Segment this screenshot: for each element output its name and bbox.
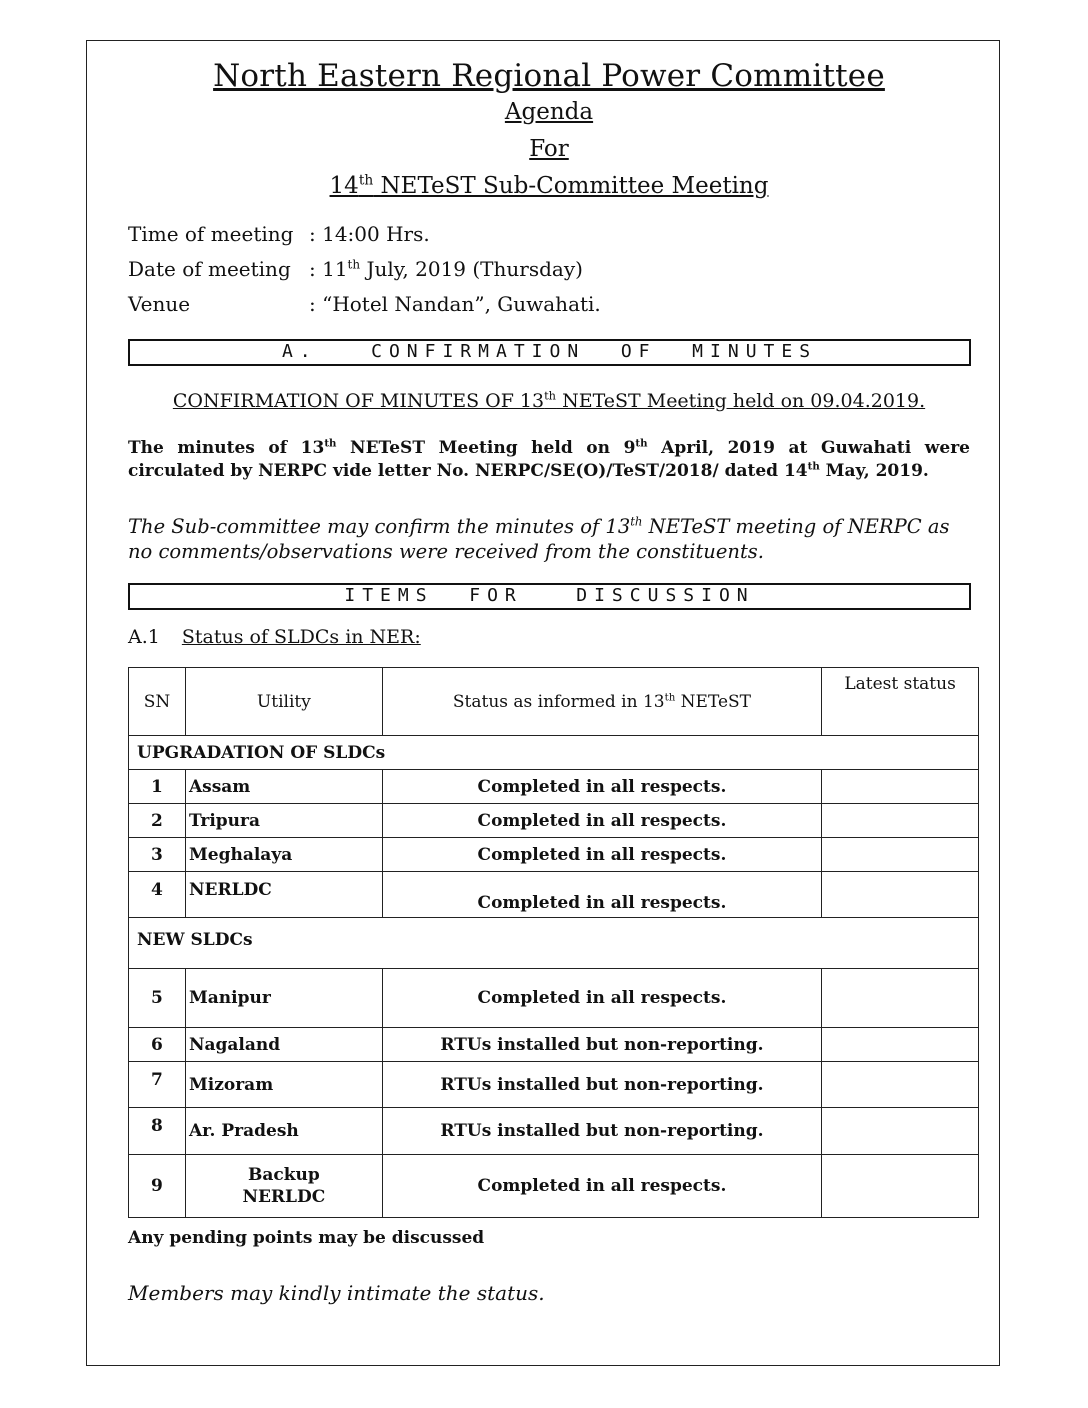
row-sn: 8 xyxy=(129,1108,186,1155)
venue-label: Venue xyxy=(128,292,191,316)
row-utility: Mizoram xyxy=(185,1062,382,1108)
table-row xyxy=(129,1108,979,1155)
row-status: RTUs installed but non-reporting. xyxy=(382,1062,821,1108)
row-latest xyxy=(822,770,979,804)
row-utility: Assam xyxy=(185,770,382,804)
header-status: Status as informed in 13th NETeST xyxy=(382,668,821,736)
row-sn: 4 xyxy=(129,872,186,918)
venue-value: : “Hotel Nandan”, Guwahati. xyxy=(309,292,601,316)
confirm-note: The Sub-committee may confirm the minutes of 13th NETeST meeting of NERPC as no comments/observations were received from the constituents. xyxy=(128,514,950,563)
row-latest xyxy=(822,838,979,872)
row-status: Completed in all respects. xyxy=(382,770,821,804)
row-latest xyxy=(822,1028,979,1062)
org-title: North Eastern Regional Power Committee xyxy=(213,58,885,94)
table-row xyxy=(129,1062,979,1108)
header-utility: Utility xyxy=(185,668,382,736)
section-row xyxy=(129,918,979,969)
header-sn: SN xyxy=(129,668,186,736)
date-value: : 11th July, 2019 (Thursday) xyxy=(309,257,583,281)
table-row xyxy=(129,838,979,872)
row-latest xyxy=(822,1062,979,1108)
row-status: RTUs installed but non-reporting. xyxy=(382,1108,821,1155)
row-sn: 9 xyxy=(129,1155,186,1218)
for-heading: For xyxy=(529,136,569,162)
row-sn: 2 xyxy=(129,804,186,838)
row-sn: 6 xyxy=(129,1028,186,1062)
row-sn: 1 xyxy=(129,770,186,804)
row-utility: Meghalaya xyxy=(185,838,382,872)
items-banner: ITEMS FOR DISCUSSION xyxy=(128,583,971,610)
row-latest xyxy=(822,872,979,918)
header-latest: Latest status xyxy=(822,668,979,736)
row-utility: Backup NERLDC xyxy=(185,1155,382,1218)
row-utility: Ar. Pradesh xyxy=(185,1108,382,1155)
row-status: Completed in all respects. xyxy=(382,969,821,1028)
row-status: Completed in all respects. xyxy=(382,838,821,872)
row-utility: Tripura xyxy=(185,804,382,838)
row-utility: Nagaland xyxy=(185,1028,382,1062)
table-row xyxy=(129,969,979,1028)
row-latest xyxy=(822,1108,979,1155)
row-sn: 3 xyxy=(129,838,186,872)
row-sn: 5 xyxy=(129,969,186,1028)
section-new: NEW SLDCs xyxy=(129,918,979,969)
confirmation-heading: CONFIRMATION OF MINUTES OF 13th NETeST Meeting held on 09.04.2019. xyxy=(172,388,926,412)
time-label: Time of meeting xyxy=(128,222,294,246)
members-note: Members may kindly intimate the status. xyxy=(128,1281,545,1305)
minutes-paragraph: The minutes of 13th NETeST Meeting held on 9th April, 2019 at Guwahati were circulated by NERPC vide letter No. NERPC/SE(O)/TeST/2018/ dated 14th May, 2019. xyxy=(128,437,971,481)
row-status: Completed in all respects. xyxy=(382,872,821,918)
row-latest xyxy=(822,1155,979,1218)
agenda-heading: Agenda xyxy=(504,99,594,125)
confirmation-banner: A. CONFIRMATION OF MINUTES xyxy=(128,339,971,366)
table-row xyxy=(129,770,979,804)
row-utility: NERLDC xyxy=(185,872,382,918)
row-utility: Manipur xyxy=(185,969,382,1028)
date-label: Date of meeting xyxy=(128,257,291,281)
row-status: Completed in all respects. xyxy=(382,804,821,838)
sldc-status-table xyxy=(128,667,979,1218)
section-row xyxy=(129,736,979,770)
time-value: : 14:00 Hrs. xyxy=(309,222,430,246)
pending-note: Any pending points may be discussed xyxy=(128,1228,485,1248)
section-upgradation: UPGRADATION OF SLDCs xyxy=(129,736,979,770)
row-latest xyxy=(822,804,979,838)
table-row xyxy=(129,872,979,918)
row-status: RTUs installed but non-reporting. xyxy=(382,1028,821,1062)
a1-heading: A.1 Status of SLDCs in NER: xyxy=(128,626,421,648)
meeting-title: 14th NETeST Sub-Committee Meeting xyxy=(329,172,769,199)
table-row xyxy=(129,1155,979,1218)
row-status: Completed in all respects. xyxy=(382,1155,821,1218)
table-header-row xyxy=(129,668,979,736)
table-row xyxy=(129,804,979,838)
table-row xyxy=(129,1028,979,1062)
row-latest xyxy=(822,969,979,1028)
row-sn: 7 xyxy=(129,1062,186,1108)
